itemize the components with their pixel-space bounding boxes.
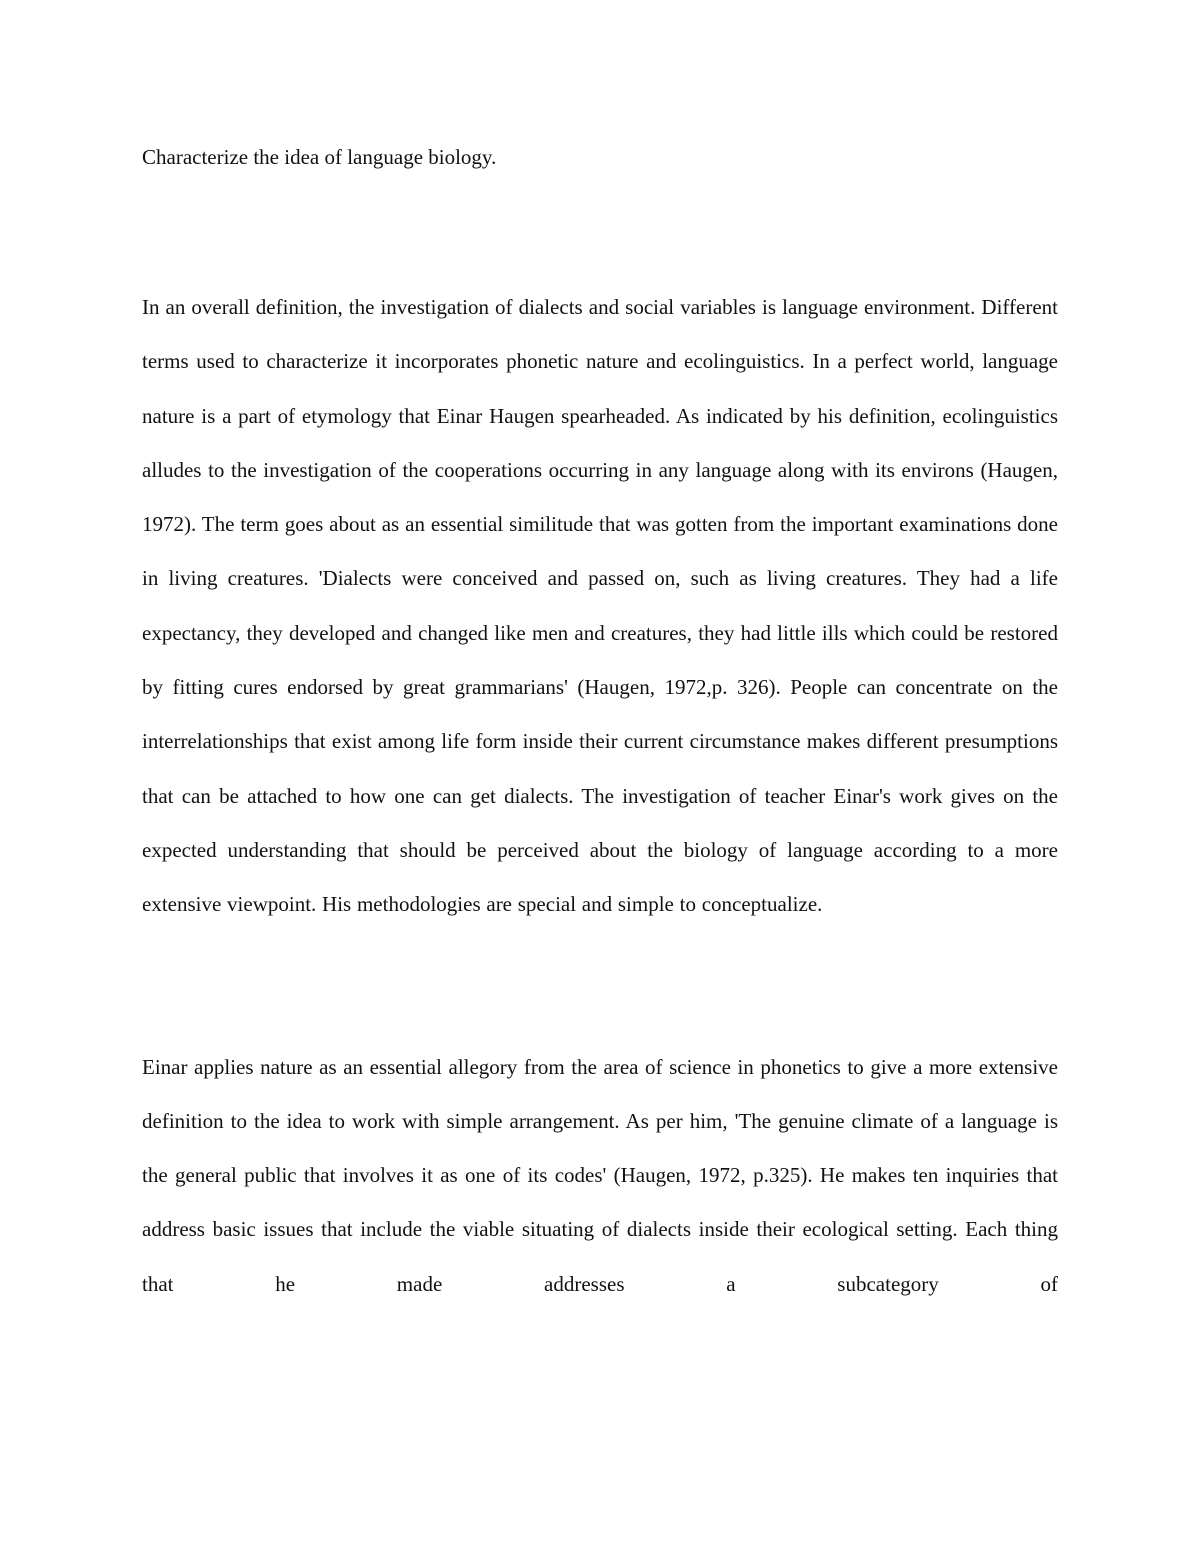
paragraph-2: Einar applies nature as an essential allegory from the area of science in phonetics to give a more extensive definition to the idea to work with simple arrangement. As per him, 'The genuine climate of a language is the general public that involves it as one of its codes' (Haugen, 1972, p.325). He makes ten inquiries that address basic issues that include the viable situating of dialects inside their ecological setting. Each thing that he made addresses a subcategory of — [142, 1054, 1058, 1296]
paragraph-1: In an overall definition, the investigation of dialects and social variables is language environment. Different terms used to characterize it incorporates phonetic nature and ecolinguistics. In a perfect world, language nature is a part of etymology that Einar Haugen spearheaded. As indicated by his definition, ecolinguistics alludes to the investigation of the cooperations occurring in any language along with its environs (Haugen, 1972). The term goes about as an essential similitude that was gotten from the important examinations done in living creatures. 'Dialects were conceived and passed on, such as living creatures. They had a life expectancy, they developed and changed like men and creatures, they had little ills which could be restored by fitting cures endorsed by great grammarians' (Haugen, 1972,p. 326). People can concentrate on the interrelationships that exist among life form inside their current circumstance makes different presumptions that can be attached to how one can get dialects. The investigation of teacher Einar's work gives on the expected understanding that should be perceived about the biology of language according to a more extensive viewpoint. His methodologies are special and simple to conceptualize. — [142, 295, 1058, 917]
document-body — [142, 140, 1058, 1311]
question-heading: Characterize the idea of language biology. — [142, 145, 497, 169]
